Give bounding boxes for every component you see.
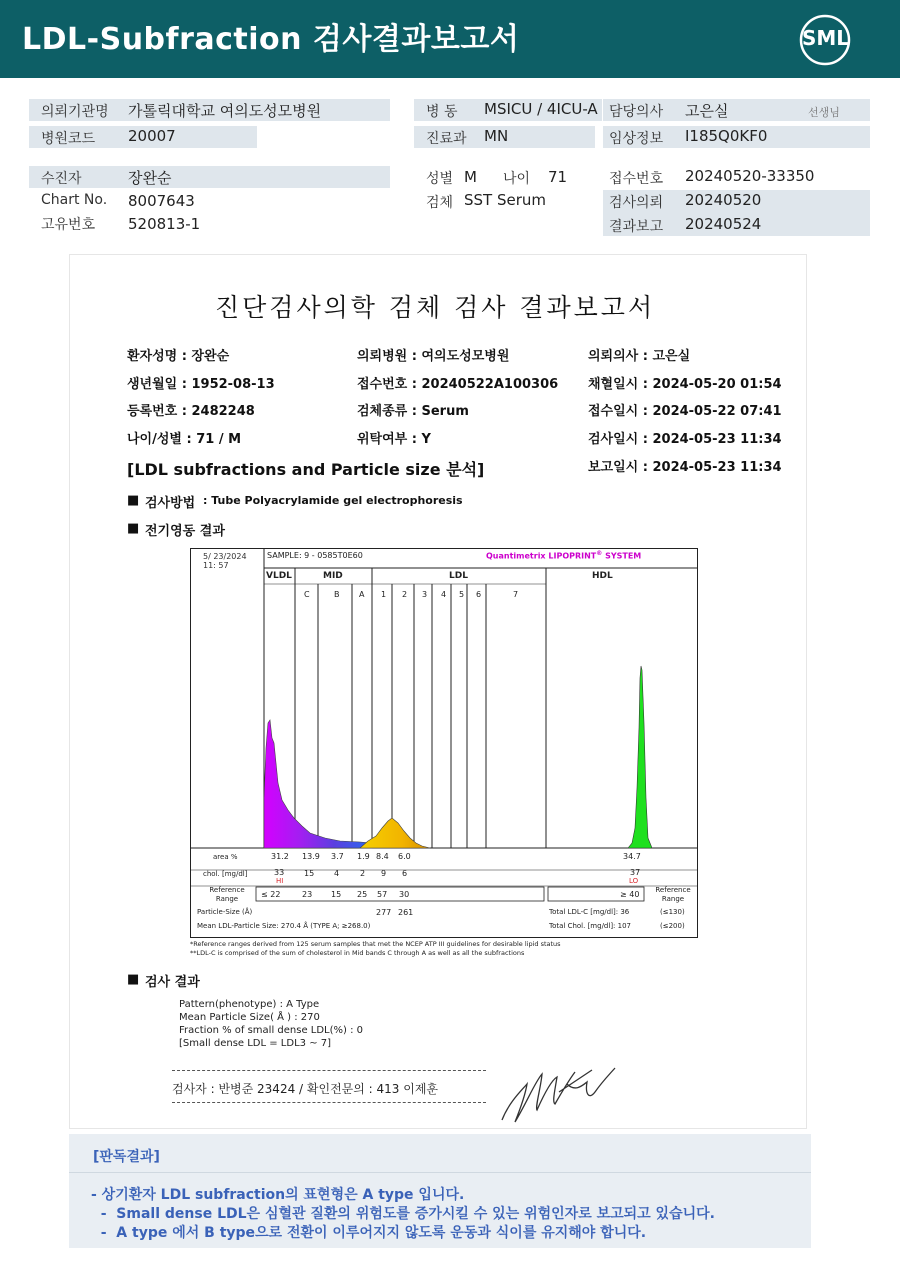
ref-vldl: ≤ 22 [261, 890, 281, 899]
chart-value: 8007643 [128, 192, 195, 210]
specimen-value: SST Serum [464, 191, 547, 209]
row-area-label: area % [213, 853, 238, 861]
report-title: LDL-Subfraction 검사결과보고서 [22, 22, 520, 57]
doctor-value: 고은실 [685, 102, 729, 120]
chol-ldl1: 9 [381, 869, 387, 878]
sex-label: 성별 [426, 171, 454, 187]
ref-mid-a: 25 [357, 890, 368, 899]
requesting-hospital: 의뢰병원 : 여의도성모병원 [357, 349, 510, 364]
group-ldl: LDL [449, 571, 468, 581]
result-bullet: ■ [127, 972, 140, 987]
result-definition: [Small dense LDL = LDL3 ~ 7] [179, 1038, 332, 1049]
specimen-type: 검체종류 : Serum [357, 404, 469, 419]
specimen-label: 검체 [426, 195, 454, 211]
ref-ldl2: 30 [399, 890, 410, 899]
collection-time: 채혈일시 : 2024-05-20 01:54 [588, 377, 782, 392]
chart-brand-name: Quantimetrix LIPOPRINT [486, 551, 597, 561]
section-title: [LDL subfractions and Particle size 분석] [127, 460, 485, 479]
mean-ldl-size: Mean LDL-Particle Size: 270.4 Å (TYPE A; ≥268.0) [197, 922, 371, 930]
receipt-label: 접수번호 [609, 171, 664, 187]
total-chol: Total Chol. [mg/dl]: 107 [549, 922, 631, 930]
area-hdl: 34.7 [623, 852, 641, 861]
code-label: 병원코드 [41, 131, 96, 147]
group-mid: MID [323, 571, 343, 581]
outsourced: 위탁여부 : Y [357, 432, 431, 447]
chol-ldl2: 6 [402, 869, 408, 878]
band-7: 7 [513, 590, 519, 599]
age-value: 71 [548, 168, 568, 186]
request-label: 검사의뢰 [609, 195, 664, 211]
chol-flag-lo: LO [629, 877, 639, 885]
unique-label: 고유번호 [41, 217, 96, 233]
chol-vldl: 33 [274, 868, 285, 877]
test-time: 검사일시 : 2024-05-23 11:34 [588, 432, 782, 447]
ref-ldl1: 57 [377, 890, 388, 899]
doctor-suffix: 선생님 [808, 106, 840, 119]
band-c: C [304, 590, 310, 599]
area-mid-a: 1.9 [357, 852, 370, 861]
result-fraction: Fraction % of small dense LDL(%) : 0 [179, 1025, 364, 1036]
result-mean-size: Mean Particle Size( Å ) : 270 [179, 1012, 320, 1023]
patient-value: 장완순 [128, 169, 172, 187]
group-vldl: VLDL [266, 571, 292, 581]
band-4: 4 [441, 590, 447, 599]
signoff: 검사자 : 반병준 23424 / 확인전문의 : 413 이제훈 [172, 1082, 439, 1096]
row-chol-label: chol. [mg/dl] [203, 870, 248, 878]
receipt-time: 접수일시 : 2024-05-22 07:41 [588, 404, 782, 419]
report-value: 20240524 [685, 215, 762, 233]
total-ldl-ref: (≤130) [660, 908, 685, 916]
chol-mid-b: 4 [334, 869, 340, 878]
ref-mid-c: 23 [302, 890, 313, 899]
chart-note-2: **LDL-C is comprised of the sum of cholesterol in Mid bands C through A as well as all the subfractions [190, 949, 525, 957]
band-1: 1 [381, 590, 387, 599]
sex-value: M [464, 168, 477, 186]
ward-value: MSICU / 4ICU-A [484, 100, 598, 118]
request-value: 20240520 [685, 191, 762, 209]
method-label: 검사방법 [145, 496, 196, 511]
signature-icon [497, 1062, 622, 1126]
band-3: 3 [422, 590, 428, 599]
group-hdl: HDL [592, 571, 613, 581]
chart-brand [486, 550, 641, 561]
band-2: 2 [402, 590, 408, 599]
total-chol-ref: (≤200) [660, 922, 685, 930]
hospital-value: 가톨릭대학교 여의도성모병원 [128, 102, 322, 120]
interpretation-line-2: - Small dense LDL은 심혈관 질환의 위험도를 증가시킬 수 있는 위험인자로 보고되고 있습니다. [91, 1206, 715, 1222]
band-a: A [359, 590, 365, 599]
ref-hdl: ≥ 40 [620, 890, 640, 899]
age-label: 나이 [503, 171, 531, 187]
ward-label: 병 동 [426, 104, 458, 120]
age-sex: 나이/성별 : 71 / M [127, 432, 242, 447]
area-ldl2: 6.0 [398, 852, 411, 861]
ref-right-label: Reference Range [655, 886, 691, 903]
chart-note-1: *Reference ranges derived from 125 serum samples that met the NCEP ATP III guidelines for desirable lipid status [190, 940, 561, 948]
chart-brand-sup: ® [596, 550, 603, 557]
particle-size-1: 277 [376, 908, 392, 917]
birth-date: 생년월일 : 1952-08-13 [127, 377, 275, 392]
area-mid-c: 13.9 [302, 852, 320, 861]
total-ldl-c: Total LDL-C [mg/dl]: 36 [549, 908, 630, 916]
chart-time: 11: 57 [203, 561, 229, 570]
chart-brand-suffix: SYSTEM [605, 551, 642, 561]
sml-logo-text: SML [802, 26, 850, 50]
report-time: 보고일시 : 2024-05-23 11:34 [588, 460, 782, 475]
row-ref-label: Reference Range [209, 886, 245, 903]
receipt-number: 접수번호 : 20240522A100306 [357, 377, 559, 392]
lipoprint-graphic [190, 548, 698, 938]
ref-mid-b: 15 [331, 890, 342, 899]
chol-mid-a: 2 [360, 869, 366, 878]
interpretation-title: [판독결과] [93, 1149, 160, 1165]
code-value: 20007 [128, 127, 176, 145]
patient-bar [29, 166, 390, 188]
requesting-doctor: 의뢰의사 : 고은실 [588, 349, 691, 364]
receipt-value: 20240520-33350 [685, 167, 815, 185]
method-value: : Tube Polyacrylamide gel electrophoresis [203, 494, 463, 507]
hospital-label: 의뢰기관명 [41, 104, 109, 120]
signoff-divider-bottom [172, 1102, 486, 1103]
band-5: 5 [459, 590, 465, 599]
chart-sample: SAMPLE: 9 - 0585T0E60 [267, 551, 363, 560]
dept-value: MN [484, 127, 509, 145]
doctor-label: 담당의사 [609, 104, 664, 120]
patient-label: 수진자 [41, 171, 82, 187]
particle-size-label: Particle-Size (Å) [197, 908, 253, 916]
interpretation-divider [69, 1172, 811, 1173]
particle-size-2: 261 [398, 908, 414, 917]
patient-name: 환자성명 : 장완순 [127, 349, 230, 364]
clinical-value: I185Q0KF0 [685, 127, 768, 145]
chol-hdl: 37 [630, 868, 641, 877]
interpretation-line-1: - 상기환자 LDL subfraction의 표현형은 A type 입니다. [91, 1187, 465, 1203]
clinical-label: 임상정보 [609, 131, 664, 147]
unique-value: 520813-1 [128, 215, 201, 233]
chart-date: 5/ 23/2024 [203, 552, 247, 561]
method-bullet: ■ [127, 493, 140, 508]
signoff-divider-top [172, 1070, 486, 1071]
registration-number: 등록번호 : 2482248 [127, 404, 255, 419]
result-label: 검사 결과 [145, 975, 200, 990]
band-6: 6 [476, 590, 482, 599]
electro-bullet: ■ [127, 521, 140, 536]
result-pattern: Pattern(phenotype) : A Type [179, 999, 320, 1010]
chol-mid-c: 15 [304, 869, 315, 878]
electro-label: 전기영동 결과 [145, 524, 225, 539]
document-title: 진단검사의학 검체 검사 결과보고서 [215, 293, 656, 322]
report-label: 결과보고 [609, 219, 664, 235]
area-mid-b: 3.7 [331, 852, 344, 861]
area-ldl1: 8.4 [376, 852, 389, 861]
interpretation-line-3: - A type 에서 B type으로 전환이 이루어지지 않도록 운동과 식이를 유지해야 합니다. [91, 1225, 647, 1241]
band-b: B [334, 590, 340, 599]
chart-label: Chart No. [41, 192, 108, 208]
chol-flag-hi: HI [276, 877, 284, 885]
area-vldl: 31.2 [271, 852, 289, 861]
dept-label: 진료과 [426, 131, 467, 147]
